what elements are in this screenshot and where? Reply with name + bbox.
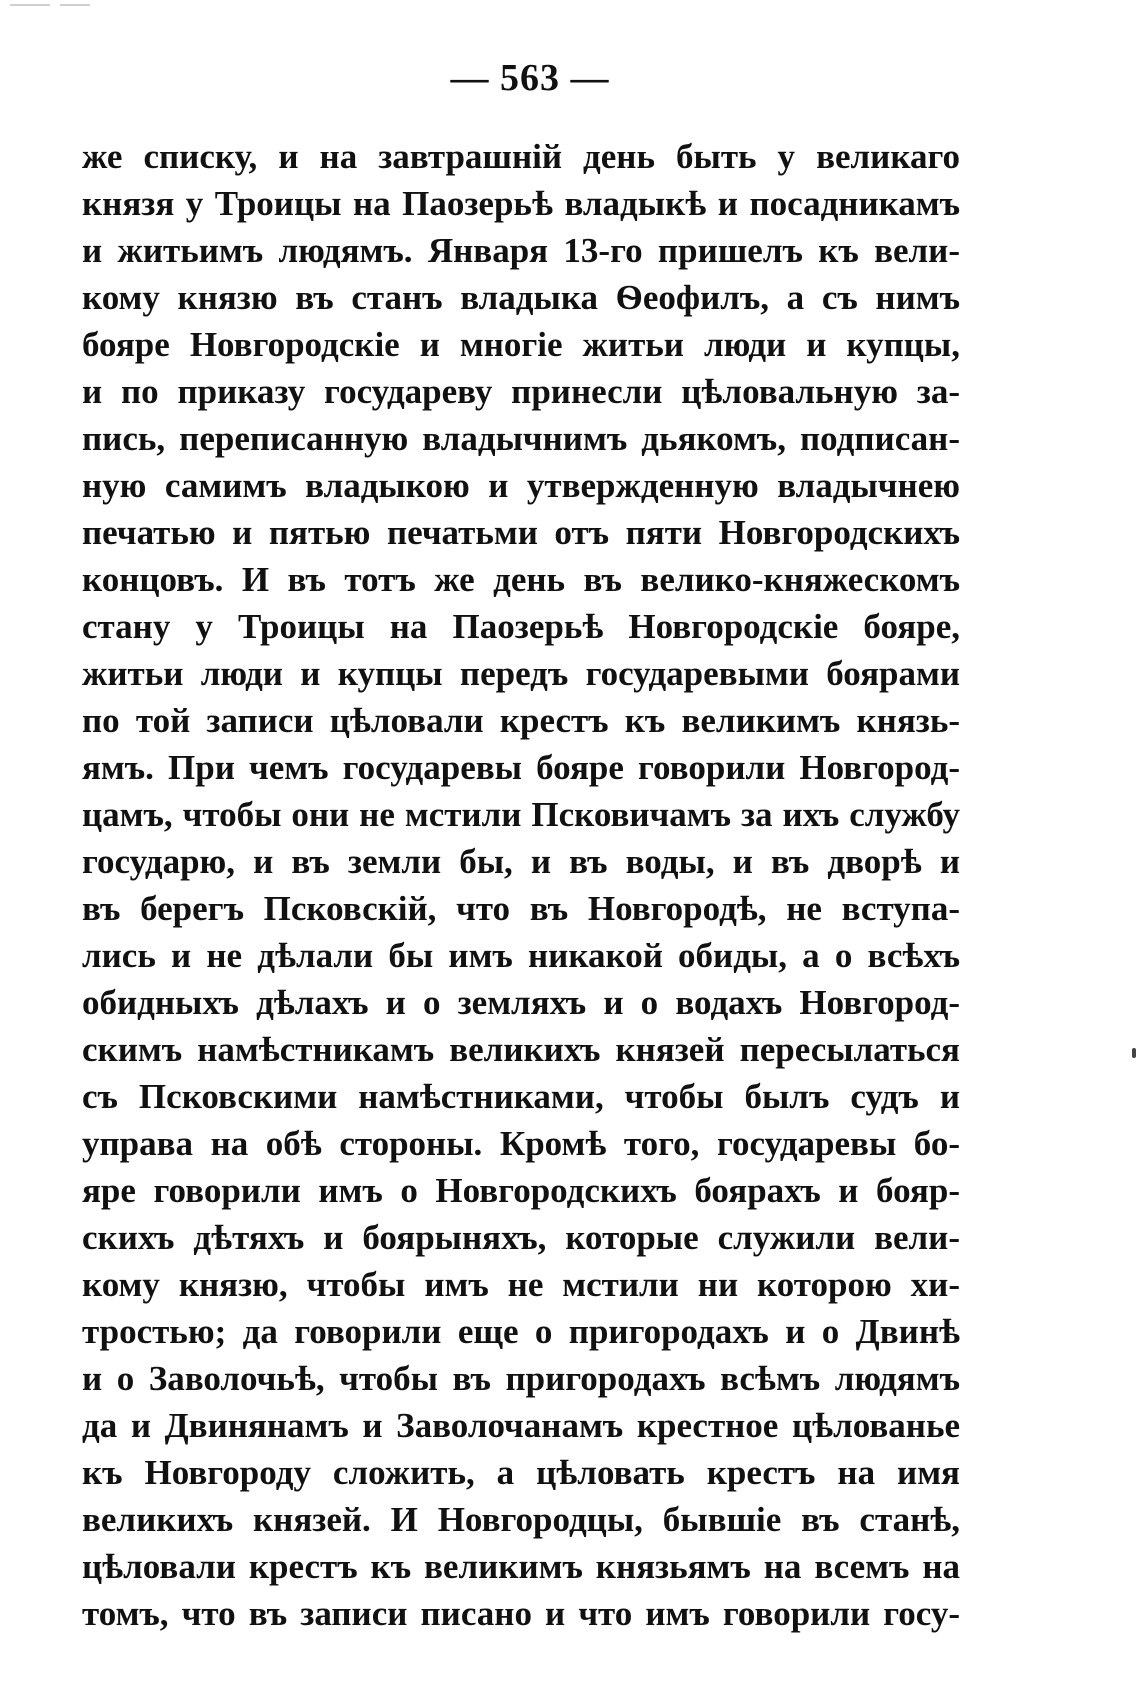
- text-line: яре говорили имъ о Новгородскихъ боярахъ и бояр-: [82, 1171, 960, 1210]
- text-line: по той записи цѣловали крестъ къ великимъ князь-: [82, 701, 960, 740]
- text-line: съ Псковскими намѣстниками, чтобы былъ судъ и: [82, 1077, 960, 1116]
- text-line: князя у Троицы на Паозерьѣ владыкѣ и посадникамъ: [82, 184, 960, 223]
- text-line: государю, и въ земли бы, и въ воды, и въ дворѣ и: [82, 842, 960, 881]
- text-line: ную самимъ владыкою и утвержденную владычнею: [82, 466, 960, 505]
- page-number-header: — 563 —: [450, 57, 610, 99]
- text-line: управа на обѣ стороны. Кромѣ того, государевы бо-: [82, 1124, 960, 1163]
- text-line: скихъ дѣтяхъ и боярыняхъ, которые служили вели-: [82, 1218, 960, 1257]
- text-line: кому князю, чтобы имъ не мстили ни которою хи-: [82, 1265, 960, 1304]
- text-line: пись, переписанную владычнимъ дьякомъ, подписан-: [82, 419, 960, 458]
- text-line: въ берегъ Псковскій, что въ Новгородѣ, не вступа-: [82, 889, 960, 928]
- body-text: [82, 133, 960, 1637]
- top-edge-mark: [60, 4, 90, 6]
- text-line: бояре Новгородскіе и многіе житьи люди и купцы,: [82, 325, 960, 364]
- text-line: да и Двинянамъ и Заволочанамъ крестное цѣлованье: [82, 1406, 960, 1445]
- text-line: лись и не дѣлали бы имъ никакой обиды, а о всѣхъ: [82, 936, 960, 975]
- text-line: цамъ, чтобы они не мстили Псковичамъ за ихъ службу: [82, 795, 960, 834]
- margin-speck: [1132, 1048, 1136, 1058]
- text-line: и житьимъ людямъ. Января 13-го пришелъ къ вели-: [82, 231, 960, 270]
- text-line: же списку, и на завтрашній день быть у великаго: [82, 137, 960, 176]
- text-line: цѣловали крестъ къ великимъ князьямъ на всемъ на: [82, 1547, 960, 1586]
- text-line: тростью; да говорили еще о пригородахъ и о Двинѣ: [82, 1312, 960, 1351]
- top-edge-mark: [10, 4, 50, 6]
- text-line: ямъ. При чемъ государевы бояре говорили Новгород-: [82, 748, 960, 787]
- text-line: житьи люди и купцы передъ государевыми боярами: [82, 654, 960, 693]
- text-line: томъ, что въ записи писано и что имъ говорили госу-: [82, 1594, 960, 1633]
- text-line: обидныхъ дѣлахъ и о земляхъ и о водахъ Новгород-: [82, 983, 960, 1022]
- text-line: кому князю въ станъ владыка Ѳеофилъ, а съ нимъ: [82, 278, 960, 317]
- text-line: и по приказу государеву принесли цѣловальную за-: [82, 372, 960, 411]
- text-line: стану у Троицы на Паозерьѣ Новгородскіе бояре,: [82, 607, 960, 646]
- text-line: и о Заволочьѣ, чтобы въ пригородахъ всѣмъ людямъ: [82, 1359, 960, 1398]
- text-line: великихъ князей. И Новгородцы, бывшіе въ станѣ,: [82, 1500, 960, 1539]
- text-line: концовъ. И въ тотъ же день въ велико-княжескомъ: [82, 560, 960, 599]
- text-line: скимъ намѣстникамъ великихъ князей пересылаться: [82, 1030, 960, 1069]
- text-line: къ Новгороду сложить, а цѣловать крестъ на имя: [82, 1453, 960, 1492]
- text-line: печатью и пятью печатьми отъ пяти Новгородскихъ: [82, 513, 960, 552]
